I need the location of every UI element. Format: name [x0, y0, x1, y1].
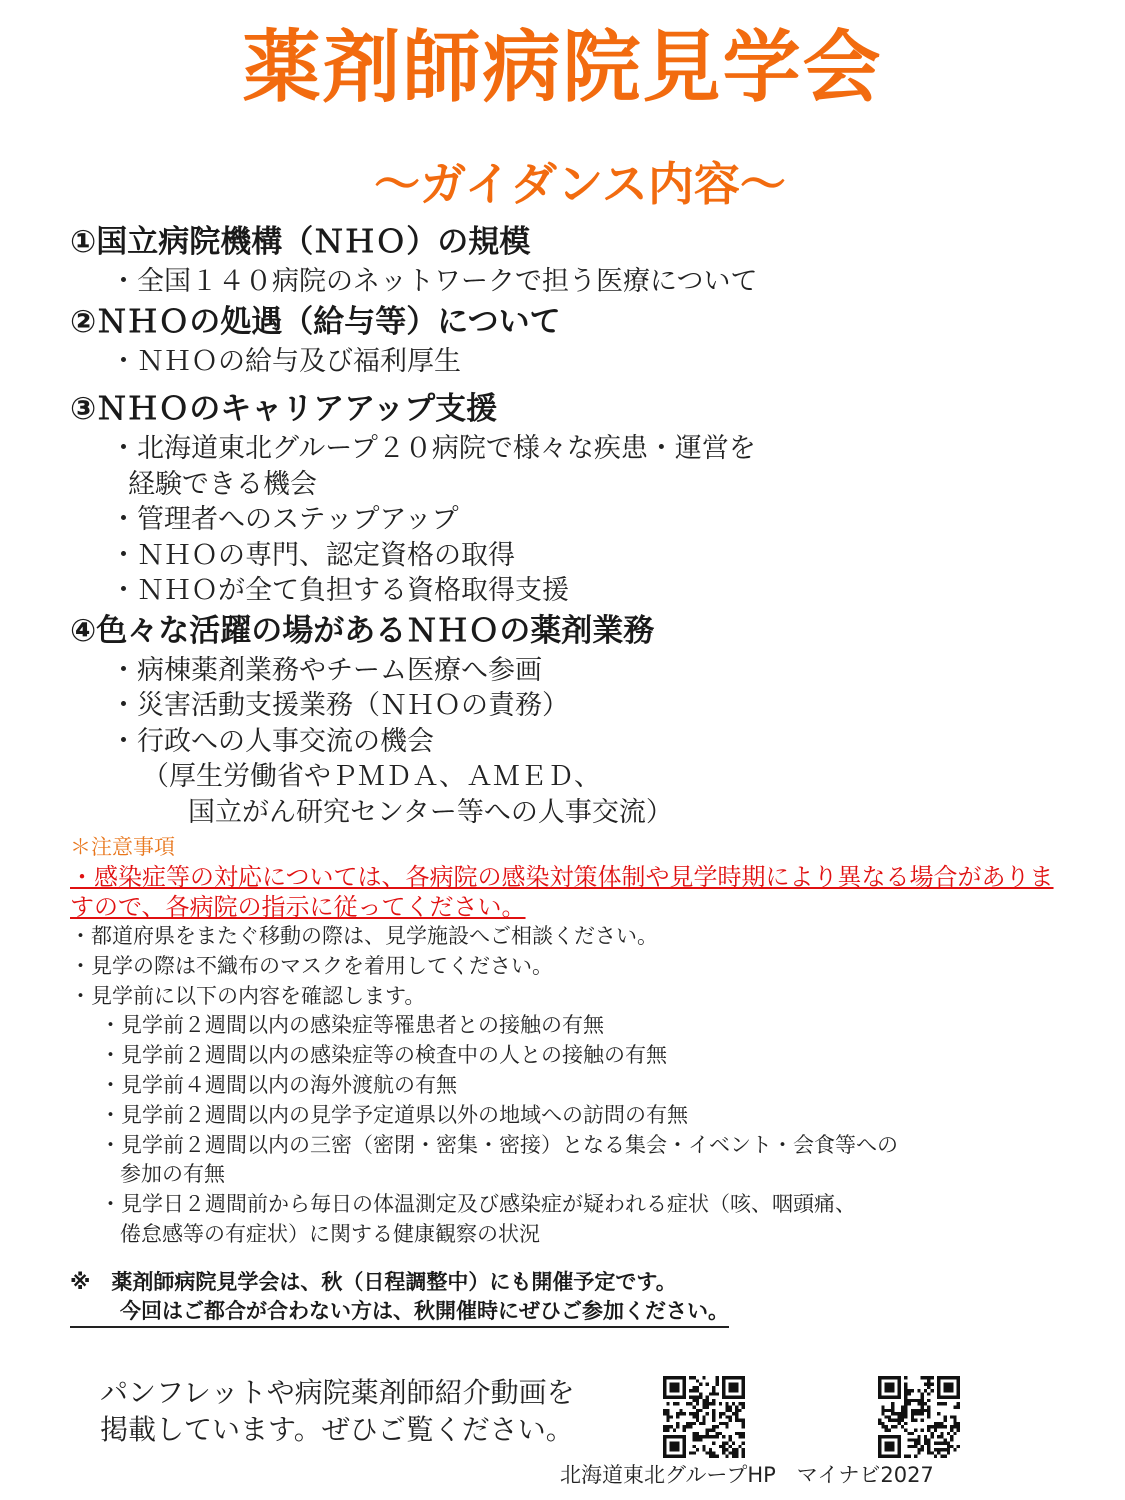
note-subitem: ・見学日２週間前から毎日の体温測定及び感染症が疑われる症状（咳、咽頭痛、 — [100, 1192, 856, 1217]
note-subitem-continued: 倦怠感等の有症状）に関する健康観察の状況 — [120, 1221, 540, 1246]
section-career-support — [70, 387, 1070, 609]
section-heading: ③ＮＨＯのキャリアアップ支援 — [70, 391, 498, 427]
list-item: 国立がん研究センター等への人事交流） — [188, 796, 673, 828]
list-item: ・災害活動支援業務（ＮＨＯの責務） — [110, 690, 569, 721]
list-item: ・管理者へのステップアップ — [110, 504, 459, 535]
note-item: ・都道府県をまたぐ移動の際は、見学施設へご相談ください。 — [70, 924, 658, 948]
list-item: ・ＮＨＯが全て負担する資格取得支援 — [110, 575, 569, 606]
qr-code-hokkaido-tohoku-icon[interactable] — [663, 1376, 745, 1458]
section-heading: ①国立病院機構（ＮＨＯ）の規模 — [70, 224, 531, 260]
qr-caption: 北海道東北グループHP マイナビ2027 — [560, 1463, 934, 1487]
autumn-event-footnote — [70, 1268, 729, 1328]
infection-warning: ・感染症等の対応については、各病院の感染対策体制や見学時期により異なる場合がありますので、各病院の指示に従ってください。 — [70, 863, 1054, 921]
page-subtitle: ～ガイダンス内容～ — [374, 157, 786, 211]
list-item: ・全国１４０病院のネットワークで担う医療について — [110, 266, 758, 297]
note-subitem: ・見学前２週間以内の三密（密閉・密集・密接）となる集会・イベント・会食等への — [100, 1132, 898, 1157]
promo-line: 掲載しています。ぜひご覧ください。 — [100, 1413, 574, 1446]
qr-code-mynavi-icon[interactable] — [878, 1376, 960, 1458]
note-subitem: ・見学前４週間以内の海外渡航の有無 — [100, 1072, 457, 1097]
note-item: ・見学前に以下の内容を確認します。 — [70, 983, 426, 1008]
note-item: ・見学の際は不織布のマスクを着用してください。 — [70, 953, 553, 978]
section-pharmacy-work — [70, 609, 1070, 831]
list-item: ・病棟薬剤業務やチーム医療へ参画 — [110, 654, 542, 686]
note-subitem-continued: 参加の有無 — [120, 1162, 225, 1187]
guidance-content — [70, 220, 1070, 830]
list-item: ・ＮＨＯの給与及び福利厚生 — [110, 345, 461, 377]
list-item: ・ＮＨＯの専門、認定資格の取得 — [110, 539, 515, 571]
section-heading: ④色々な活躍の場があるＮＨＯの薬剤業務 — [70, 612, 655, 649]
note-subitem: ・見学前２週間以内の感染症等の検査中の人との接触の有無 — [100, 1043, 667, 1068]
note-subitem: ・見学前２週間以内の見学予定道県以外の地域への訪問の有無 — [100, 1102, 688, 1127]
note-subitem: ・見学前２週間以内の感染症等罹患者との接触の有無 — [100, 1013, 604, 1038]
section-heading: ②ＮＨＯの処遇（給与等）について — [70, 303, 561, 340]
list-item: 経験できる機会 — [128, 468, 317, 500]
list-item: ・行政への人事交流の機会 — [110, 725, 434, 757]
page-title: 薬剤師病院見学会 — [242, 23, 883, 113]
promo-line: パンフレットや病院薬剤師紹介動画を — [100, 1376, 575, 1409]
list-item: （厚生労働省やＰＭＤＡ、ＡＭＥＤ、 — [142, 761, 601, 792]
section-nho-scale — [70, 220, 1070, 300]
section-nho-benefits — [70, 300, 1070, 380]
notes-block — [70, 832, 1070, 1250]
list-item: ・北海道東北グループ２０病院で様々な疾患・運営を — [110, 433, 756, 464]
footnote-line: 今回はご都合が合わない方は、秋開催時にぜひご参加ください。 — [120, 1299, 729, 1323]
notes-heading: ＊注意事項 — [70, 835, 175, 859]
footnote-line: ※ 薬剤師病院見学会は、秋（日程調整中）にも開催予定です。 — [70, 1270, 677, 1294]
promo-text — [100, 1374, 575, 1448]
